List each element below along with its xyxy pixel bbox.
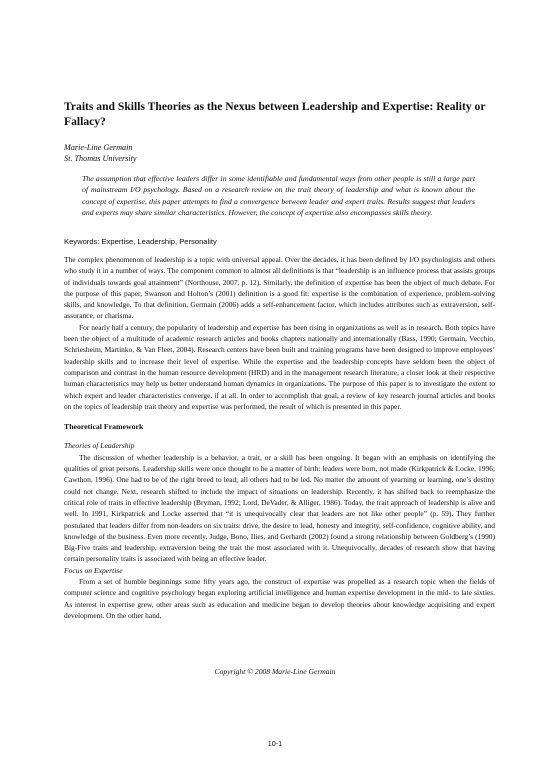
section-heading: Theoretical Framework	[64, 422, 144, 432]
author-affiliation: St. Thomas University	[64, 154, 137, 163]
abstract: The assumption that effective leaders differ in some identifiable and fundamental ways from other people is still a large part of mainstream I/O psychology. Based on a research review on the trait theory of leadership and what is known about the concept of expertise, this paper attempts to find a convergence between leader and expert traits. Results suggest that leaders and experts may share similar characteristics. However, the concept of expertise also encompasses skills theory.	[82, 174, 475, 217]
author-name: Marie-Line Germain	[64, 143, 133, 152]
leadership-paragraph: The discussion of whether leadership is a behavior, a trait, or a skill has been ongoing. It began with an emphasis on identifying the qualities of great persons. Leadership skills were once thought to be a matter of birth: leaders were born, not made (Kirkpatrick & Locke, 1996; Cawthon, 1996). One had to be of the right breed to lead; all others had to be led. No matter the amount of yearning or learning, one’s destiny could not change. Next, research shifted to include the impact of situations on leadership. Recently, it has shifted back to reemphasize the critical role of traits in effective leadership (Bryman, 1992; Lord, DeVader, & Alliger, 1986). Today, the trait approach of leadership is alive and well. In 1991, Kirkpatrick and Locke asserted that “it is unequivocally clear that leaders are not like other people” (p. 59). They further postulated that leaders differ from non-leaders on six traits: drive, the desire to lead, honesty and integrity, self-confidence, cognitive ability, and knowledge of the business. Even more recently, Judge, Bono, Ilies, and Gerhardt (2002) found a strong relationship between Goldberg’s (1990) Big-Five traits and leadership, extraversion being the trait the most associated with it. Unequivocally, decades of research show that having certain personality traits is associated with being an effective leader.	[64, 452, 495, 564]
author-block	[64, 142, 137, 164]
paper-title: Traits and Skills Theories as the Nexus between Leadership and Expertise: Reality or Fallacy?	[64, 100, 486, 128]
page-number: 10-1	[267, 739, 283, 748]
keywords: Keywords: Expertise, Leadership, Personality	[64, 237, 217, 246]
copyright-notice: Copyright © 2008 Marie-Line Germain	[214, 667, 336, 676]
intro-paragraph-2: For nearly half a century, the popularity of leadership and expertise has been rising in organizations as well as in research. Both topics have been the object of a multitude of academic research articles and books chapters nationally and internationally (Bass, 1990; Germain, Vecchio, Schriesheim, Martinko, & Van Fleet, 2004). Research centers have been built and training programs have been designed to improve employees’ leadership skills and to increase their level of expertise. While the expertise and the leadership concepts have seldom been the object of comparison and contrast in the human resource development (HRD) and in the management research literature, a closer look at their respective human characteristics may help us better understand human dynamics in organizations. The purpose of this paper is to investigate the extent to which expert and leader characteristics converge, if at all. In order to accomplish that goal, a review of key research journal articles and books on the topics of leadership trait theory and expertise was performed, the result of which is presented in this paper.	[64, 322, 495, 411]
subsection-heading-leadership: Theories of Leadership	[64, 441, 135, 451]
body-text	[64, 254, 495, 621]
subsection-heading-expertise: Focus on Expertise	[64, 565, 123, 575]
expertise-paragraph: From a set of humble beginnings some fifty years ago, the construct of expertise was propelled as a research topic when the fields of computer science and cognitive psychology began exploring artificial intelligence and human expertise development in the mid- to late sixties. As interest in expertise grew, other areas such as education and medicine began to develop theories about knowledge acquisiting and expert development. On the other hand,	[64, 577, 495, 620]
intro-paragraph-1: The complex phenomenon of leadership is a topic with universal appeal. Over the decades, it has been defined by I/O psychologists and others who study it in a number of ways. The component common to almost all definitions is that “leadership is an influence process that assists groups of individuals towards goal attainment” (Northouse, 2007, p. 12). Similarly, the definition of expertise has been the object of much debate. For the purpose of this paper, Swanson and Holton’s (2001) definition is a good fit: expertise is the combination of experience, problem-solving skills, and knowledge. To that definition, Germain (2006) adds a self-enhancement factor, which includes attributes such as extraversion, self-assurance, or charisma.	[64, 255, 495, 321]
